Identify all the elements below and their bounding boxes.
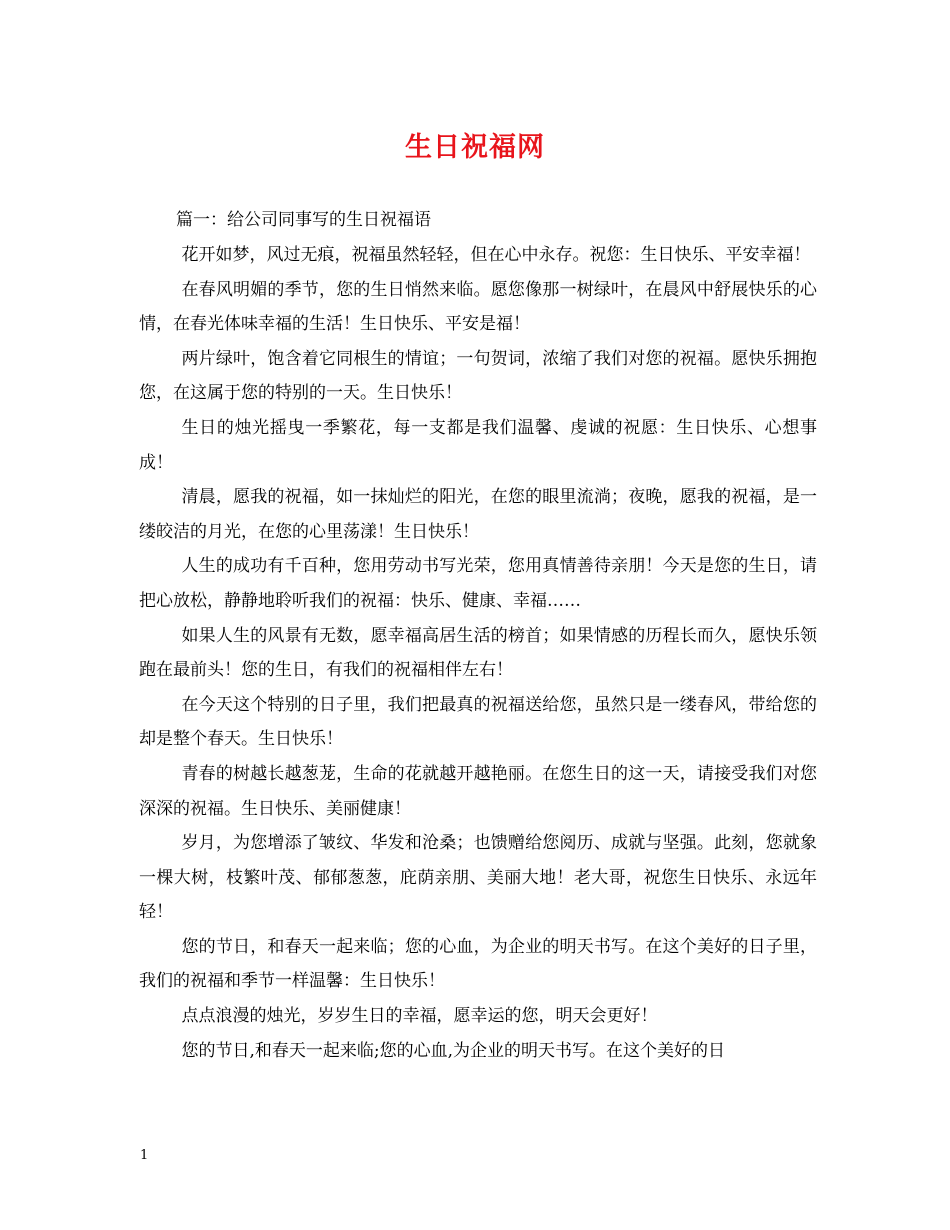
paragraph: 人生的成功有千百种，您用劳动书写光荣，您用真情善待亲朋！今天是您的生日，请把心放松，静静地聆听我们的祝福：快乐、健康、幸福…… [139,556,817,611]
paragraph: 在春风明媚的季节，您的生日悄然来临。愿您像那一树绿叶，在晨风中舒展快乐的心情，在春光体味幸福的生活！生日快乐、平安是福！ [139,279,817,335]
paragraph: 清晨，愿我的祝福，如一抹灿烂的阳光，在您的眼里流淌；夜晚，愿我的祝福，是一缕皎洁的月光，在您的心里荡漾！生日快乐！ [139,487,817,542]
paragraph: 您的节日，和春天一起来临；您的心血，为企业的明天书写。在这个美好的日子里，我们的祝福和季节一样温馨：生日快乐！ [139,936,817,992]
paragraph: 青春的树越长越葱茏，生命的花就越开越艳丽。在您生日的这一天，请接受我们对您深深的祝福。生日快乐、美丽健康！ [139,763,817,819]
paragraph: 花开如梦，风过无痕，祝福虽然轻轻，但在心中永存。祝您：生日快乐、平安幸福！ [181,245,811,265]
page-number: 1 [140,1148,149,1163]
document-title: 生日祝福网 [405,132,545,163]
paragraph: 两片绿叶，饱含着它同根生的情谊；一句贺词，浓缩了我们对您的祝福。愿快乐拥抱您，在这属于您的特别的一天。生日快乐！ [139,348,817,404]
paragraph: 岁月，为您增添了皱纹、华发和沧桑；也馈赠给您阅历、成就与坚强。此刻，您就象一棵大树，枝繁叶茂、郁郁葱葱，庇荫亲朋、美丽大地！老大哥，祝您生日快乐、永远年轻！ [139,833,817,923]
paragraph: 在今天这个特别的日子里，我们把最真的祝福送给您，虽然只是一缕春风，带给您的却是整个春天。生日快乐！ [139,694,817,750]
document-body [139,238,817,1068]
paragraph: 生日的烛光摇曳一季繁花，每一支都是我们温馨、虔诚的祝愿：生日快乐、心想事成！ [139,417,817,473]
paragraph: 点点浪漫的烛光，岁岁生日的幸福，愿幸运的您，明天会更好！ [181,1006,658,1027]
paragraph: 如果人生的风景有无数，愿幸福高居生活的榜首；如果情感的历程长而久，愿快乐领跑在最前头！您的生日，有我们的祝福相伴左右！ [139,625,817,681]
paragraph: 您的节日,和春天一起来临;您的心血,为企业的明天书写。在这个美好的日 [181,1040,726,1061]
section-heading: 篇一：给公司同事写的生日祝福语 [176,210,431,230]
